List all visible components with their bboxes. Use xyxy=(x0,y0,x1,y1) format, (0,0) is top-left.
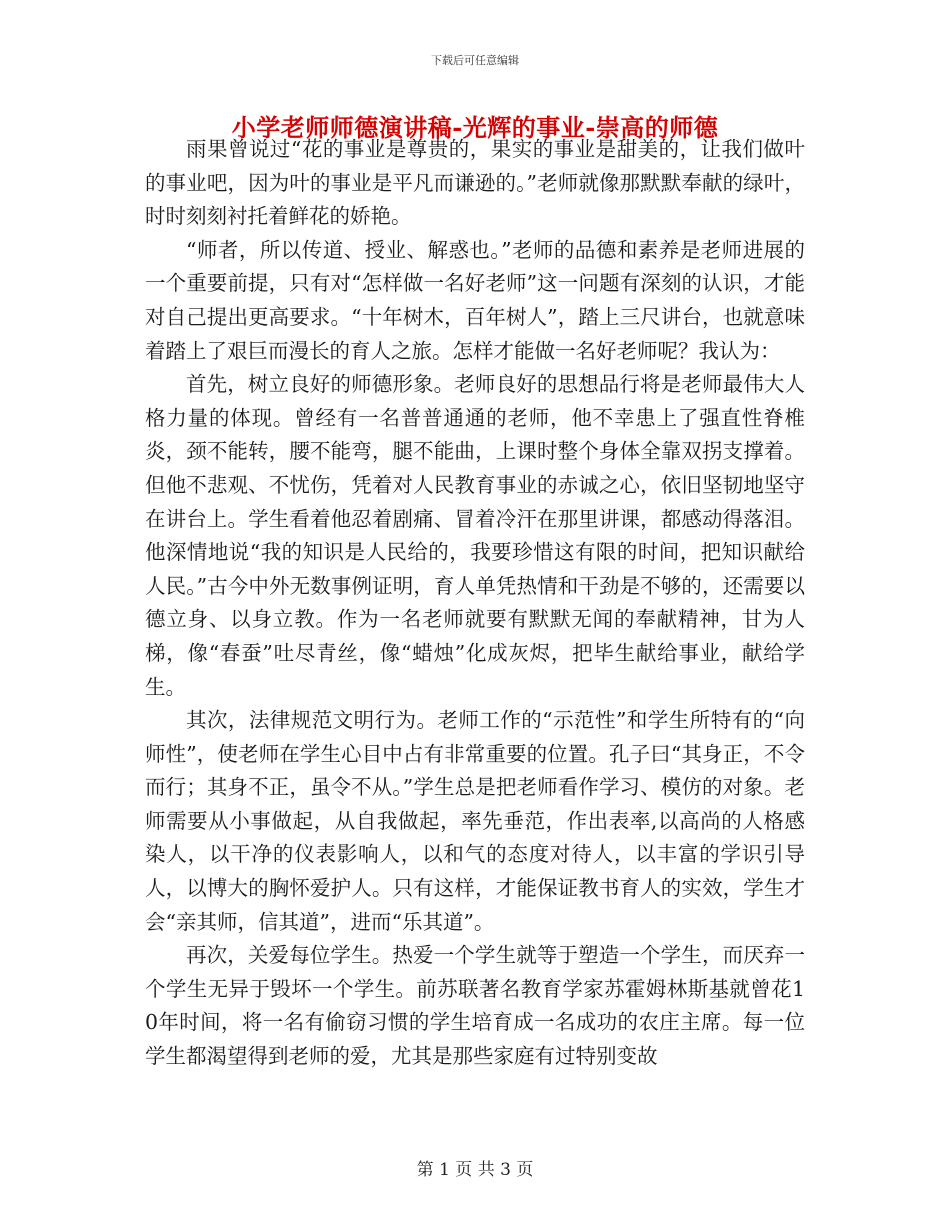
document-body xyxy=(145,133,805,1074)
header-note: 下载后可任意编辑 xyxy=(431,54,519,67)
page-number: 第 1 页 共 3 页 xyxy=(416,1160,534,1180)
paragraph: 再次，关爱每位学生。热爱一个学生就等于塑造一个学生，而厌弃一个学生无异于毁坏一个学生。前苏联著名教育学家苏霍姆林斯基就曾花10年时间，将一名有偷窃习惯的学生培育成一名成功的农庄主席。每一位学生都渴望得到老师的爱，尤其是那些家庭有过特别变故 xyxy=(145,943,805,1069)
paragraph: 首先，树立良好的师德形象。老师良好的思想品行将是老师最伟大人格力量的体现。曾经有一名普普通通的老师，他不幸患上了强直性脊椎炎，颈不能转，腰不能弯，腿不能曲，上课时整个身体全靠双拐支撑着。但他不悲观、不忧伤，凭着对人民教育事业的赤诚之心，依旧坚韧地坚守在讲台上。学生看着他忍着剧痛、冒着冷汗在那里讲课，都感动得落泪。他深情地说“我的知识是人民给的，我要珍惜这有限的时间，把知识献给人民。”古今中外无数事例证明，育人单凭热情和干劲是不够的，还需要以德立身、以身立教。作为一名老师就要有默默无闻的奉献精神，甘为人梯，像“春蚕”吐尽青丝，像“蜡烛”化成灰烬，把毕生献给事业，献给学生。 xyxy=(145,372,805,699)
paragraph: “师者，所以传道、授业、解惑也。”老师的品德和素养是老师进展的一个重要前提，只有对“怎样做一名好老师”这一问题有深刻的认识，才能对自己提出更高要求。“十年树木，百年树人”，踏上三尺讲台，也就意味着踏上了艰巨而漫长的育人之旅。怎样才能做一名好老师呢？我认为： xyxy=(145,237,805,363)
paragraph: 其次，法律规范文明行为。老师工作的“示范性”和学生所特有的“向师性”，使老师在学生心目中占有非常重要的位置。孔子曰“其身正，不令而行；其身不正，虽令不从。”学生总是把老师看作学习、模仿的对象。老师需要从小事做起，从自我做起，率先垂范，作出表率,以高尚的人格感染人，以干净的仪表影响人，以和气的态度对待人，以丰富的学识引导人，以博大的胸怀爱护人。只有这样，才能保证教书育人的实效，学生才会“亲其师，信其道”，进而“乐其道”。 xyxy=(145,708,805,934)
paragraph: 雨果曾说过“花的事业是尊贵的，果实的事业是甜美的，让我们做叶的事业吧，因为叶的事业是平凡而谦逊的。”老师就像那默默奉献的绿叶，时时刻刻衬托着鲜花的娇艳。 xyxy=(145,137,805,229)
document-title: 小学老师师德演讲稿-光辉的事业-崇高的师德 xyxy=(231,113,719,142)
